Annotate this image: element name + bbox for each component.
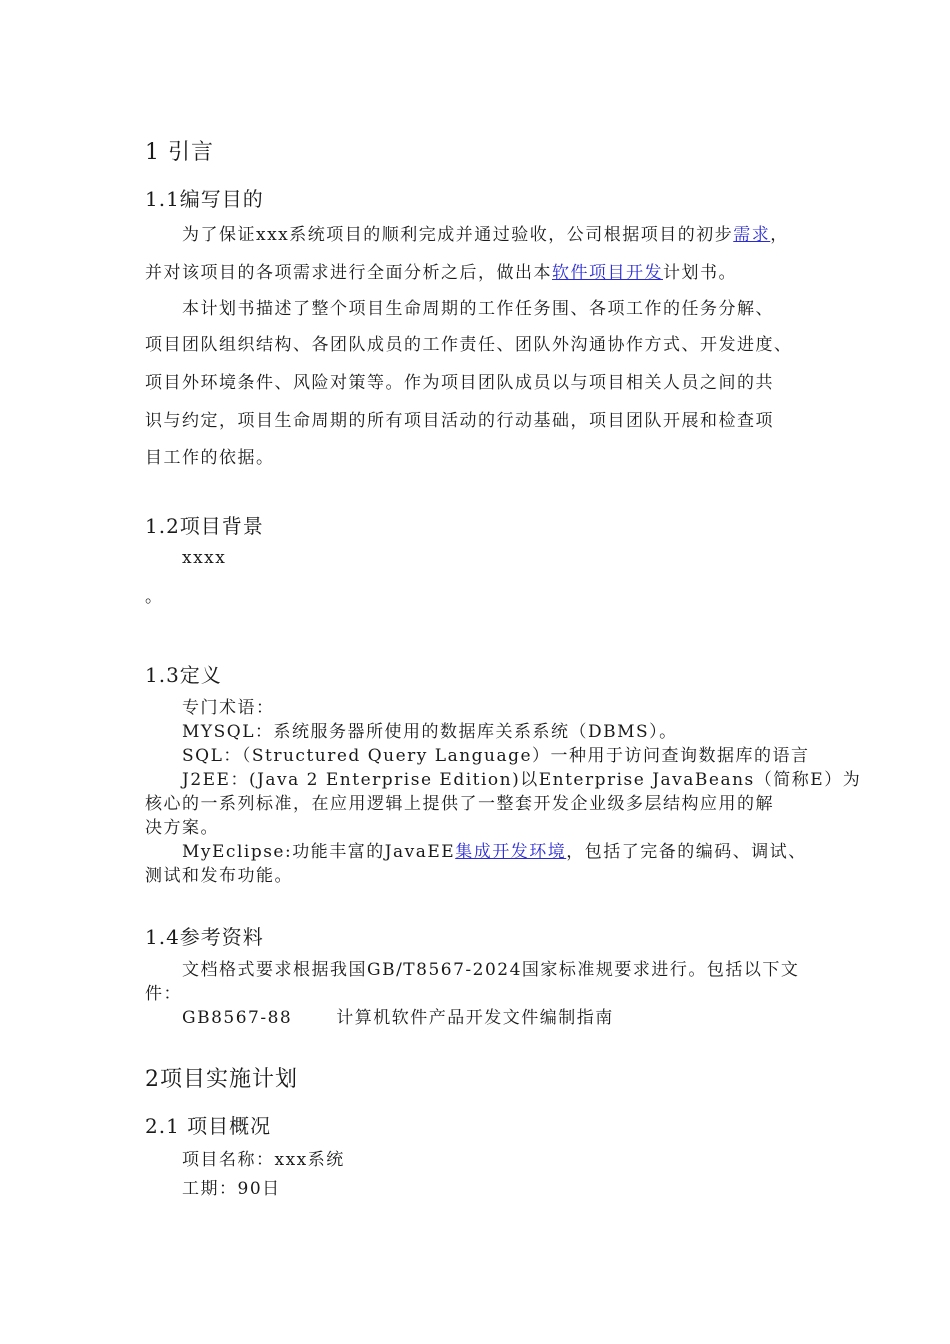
reference-line-1: 文档格式要求根据我国GB/T8567-2024国家标准规要求进行。包括以下文 (182, 960, 800, 980)
scope-line-1: 本计划书描述了整个项目生命周期的工作任务围、各项工作的任务分解、 (182, 299, 774, 319)
purpose-text-2: 并对该项目的各项需求进行全面分析之后，做出本 (145, 263, 552, 283)
scope-line-2: 项目团队组织结构、各团队成员的工作责任、团队外沟通协作方式、开发进度、 (145, 335, 793, 355)
section-2-title: 2项目实施计划 (145, 1067, 298, 1092)
link-ide[interactable]: 集成开发环境 (455, 842, 567, 862)
section-1-3-title: 1.3定义 (145, 663, 222, 687)
scope-line-5: 目工作的依据。 (145, 448, 275, 468)
reference-name: 计算机软件产品开发文件编制指南 (336, 1008, 614, 1028)
reference-item (182, 1003, 614, 1028)
reference-code: GB8567-88 (182, 1008, 293, 1028)
purpose-text: 为了保证xxx系统项目的顺利完成并通过验收，公司根据项目的初步 (182, 225, 734, 245)
terms-head: 专门术语： (182, 698, 275, 718)
section-1-4-title: 1.4参考资料 (145, 925, 264, 949)
purpose-line-1 (182, 220, 789, 245)
project-name: 项目名称：xxx系统 (182, 1150, 345, 1170)
myeclipse-text-2: ，包括了完备的编码、调试、 (566, 842, 807, 862)
term-sql: SQL：（Structured Query Language）一种用于访问查询数据库的语言 (182, 746, 810, 766)
section-1-2-title: 1.2项目背景 (145, 514, 264, 538)
term-mysql: MYSQL：系统服务器所使用的数据库关系系统（DBMS）。 (182, 722, 678, 742)
project-period: 工期：90日 (182, 1179, 281, 1199)
term-j2ee-2: 核心的一系列标准，在应用逻辑上提供了一整套开发企业级多层结构应用的解 (145, 794, 774, 814)
purpose-comma: ， (770, 225, 789, 245)
term-myeclipse-2: 测试和发布功能。 (145, 866, 293, 886)
background-text: xxxx (182, 548, 227, 568)
purpose-text-3: 计划书。 (663, 263, 737, 283)
scope-line-4: 识与约定，项目生命周期的所有项目活动的行动基础，项目团队开展和检查项 (145, 411, 774, 431)
section-2-1-title: 2.1 项目概况 (145, 1114, 272, 1138)
link-software-project-dev[interactable]: 软件项目开发 (552, 263, 663, 283)
term-myeclipse-1 (182, 837, 807, 862)
section-1-1-title: 1.1编写目的 (145, 187, 264, 211)
term-j2ee-3: 决方案。 (145, 818, 219, 838)
background-period: 。 (145, 587, 164, 607)
reference-line-2: 件： (145, 984, 182, 1004)
myeclipse-text: MyEclipse:功能丰富的JavaEE (182, 842, 456, 862)
purpose-line-2 (145, 258, 737, 283)
section-1-title: 1 引言 (145, 140, 214, 165)
scope-line-3: 项目外环境条件、风险对策等。作为项目团队成员以与项目相关人员之间的共 (145, 373, 774, 393)
link-requirements[interactable]: 需求 (733, 225, 771, 245)
term-j2ee-1: J2EE：(Java 2 Enterprise Edition)以Enterprise JavaBeans（简称E）为 (182, 770, 862, 790)
